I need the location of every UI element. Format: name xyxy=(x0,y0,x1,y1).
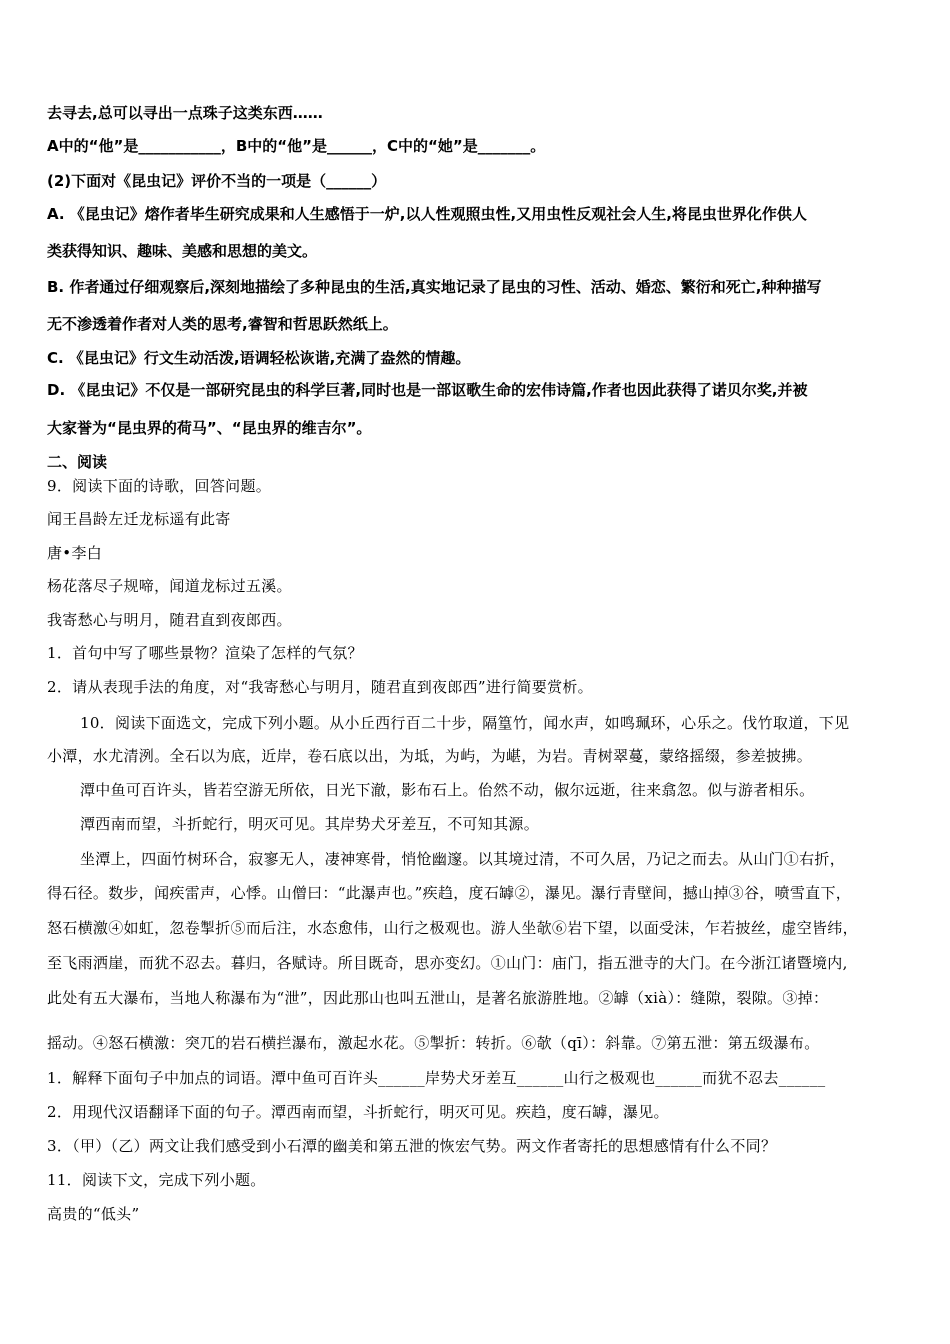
sub-question-3: 3．（甲）（乙）两文让我们感受到小石潭的幽美和第五泄的恢宏气势。两文作者寄托的思想感情有什么不同？ xyxy=(47,1137,777,1155)
passage-line: 得石径。数步，闻疾雷声，心悸。山僧曰：“此瀑声也。”疾趋，度石罅②，瀑见。瀑行青壁间，撼山掉③谷，喷雪直下， xyxy=(47,884,852,902)
option-a-line-1: A. 《昆虫记》熔作者毕生研究成果和人生感悟于一炉,以人性观照虫性,又用虫性反观社会人生,将昆虫世界化作供人 xyxy=(47,205,807,223)
option-d-line-1: D. 《昆虫记》不仅是一部研究昆虫的科学巨著,同时也是一部讴歌生命的宏伟诗篇,作者也因此获得了诺贝尔奖,并被 xyxy=(47,381,808,399)
section-heading: 二、阅读 xyxy=(47,453,108,471)
passage-line: 小潭，水尤清洌。全石以为底，近岸，卷石底以出，为坻，为屿，为嵁，为岩。青树翠蔓，蒙络摇缀，参差披拂。 xyxy=(47,747,813,765)
option-b-line-1: B. 作者通过仔细观察后,深刻地描绘了多种昆虫的生活,真实地记录了昆虫的习性、活动、婚恋、繁衍和死亡,种种描写 xyxy=(47,278,822,296)
option-c: C. 《昆虫记》行文生动活泼,语调轻松诙谐,充满了盎然的情趣。 xyxy=(47,349,471,367)
passage-continuation: 去寻去,总可以寻出一点珠子这类东西…… xyxy=(47,104,323,122)
footnote-line: 此处有五大瀑布，当地人称瀑布为“泄”，因此那山也叫五泄山，是著名旅游胜地。②罅（xià）：缝隙，裂隙。③掉： xyxy=(47,989,829,1007)
sub-question-1: 1．首句中写了哪些景物？渲染了怎样的气氛？ xyxy=(47,644,363,662)
poem-author: 唐•李白 xyxy=(47,544,103,562)
poem-line-2: 我寄愁心与明月，随君直到夜郎西。 xyxy=(47,611,292,629)
option-a-line-2: 类获得知识、趣味、美感和思想的美文。 xyxy=(47,242,318,260)
footnote-line: 摇动。④怒石横激：突兀的岩石横拦瀑布，激起水花。⑤掣折：转折。⑥欹（qī）：斜靠。⑦第五泄：第五级瀑布。 xyxy=(47,1034,820,1052)
article-title: 高贵的“低头” xyxy=(47,1205,140,1223)
passage-line: 至飞雨洒崖，而犹不忍去。暮归，各赋诗。所目既奇，思亦变幻。①山门：庙门，指五泄寺的大门。在今浙江诸暨境内, xyxy=(47,954,848,972)
passage-line: 坐潭上，四面竹树环合，寂寥无人，凄神寒骨，悄怆幽邃。以其境过清，不可久居，乃记之而去。从山门①右折， xyxy=(80,850,846,868)
poem-title: 闻王昌龄左迁龙标遥有此寄 xyxy=(47,510,231,528)
question-9-stem: 9．阅读下面的诗歌，回答问题。 xyxy=(47,477,272,495)
question-11-stem: 11．阅读下文，完成下列小题。 xyxy=(47,1171,266,1189)
passage-line: 潭西南而望，斗折蛇行，明灭可见。其岸势犬牙差互，不可知其源。 xyxy=(80,815,540,833)
sub-question-2: 2．用现代汉语翻译下面的句子。潭西南而望，斗折蛇行，明灭可见。疾趋，度石罅，瀑见。 xyxy=(47,1103,669,1121)
sub-question-1: 1．解释下面句子中加点的词语。潭中鱼可百许头______岸势犬牙差互______山行之极观也______而犹不忍去______ xyxy=(47,1069,826,1087)
option-d-line-2: 大家誉为“昆虫界的荷马”、“昆虫界的维吉尔”。 xyxy=(47,419,372,437)
passage-line: 潭中鱼可百许头，皆若空游无所依，日光下澈，影布石上。佁然不动，俶尔远逝，往来翕忽。似与游者相乐。 xyxy=(80,781,815,799)
poem-line-1: 杨花落尽子规啼，闻道龙标过五溪。 xyxy=(47,577,292,595)
question-10-stem: 10．阅读下面选文，完成下列小题。从小丘西行百二十步，隔篁竹，闻水声，如鸣珮环，心乐之。伐竹取道，下见 xyxy=(80,714,850,732)
passage-line: 怒石横激④如虹，忽卷掣折⑤而后注，水态愈伟，山行之极观也。游人坐欹⑥岩下望，以面受沫，乍若披丝，虚空皆纬， xyxy=(47,919,858,937)
question-fill-blanks: A中的“他”是___________，B中的“他”是______，C中的“她”是_______。 xyxy=(47,137,546,155)
option-b-line-2: 无不渗透着作者对人类的思考,睿智和哲思跃然纸上。 xyxy=(47,315,398,333)
question-2-stem: (2)下面对《昆虫记》评价不当的一项是（______） xyxy=(47,172,387,190)
sub-question-2: 2．请从表现手法的角度，对“我寄愁心与明月，随君直到夜郎西”进行简要赏析。 xyxy=(47,678,593,696)
